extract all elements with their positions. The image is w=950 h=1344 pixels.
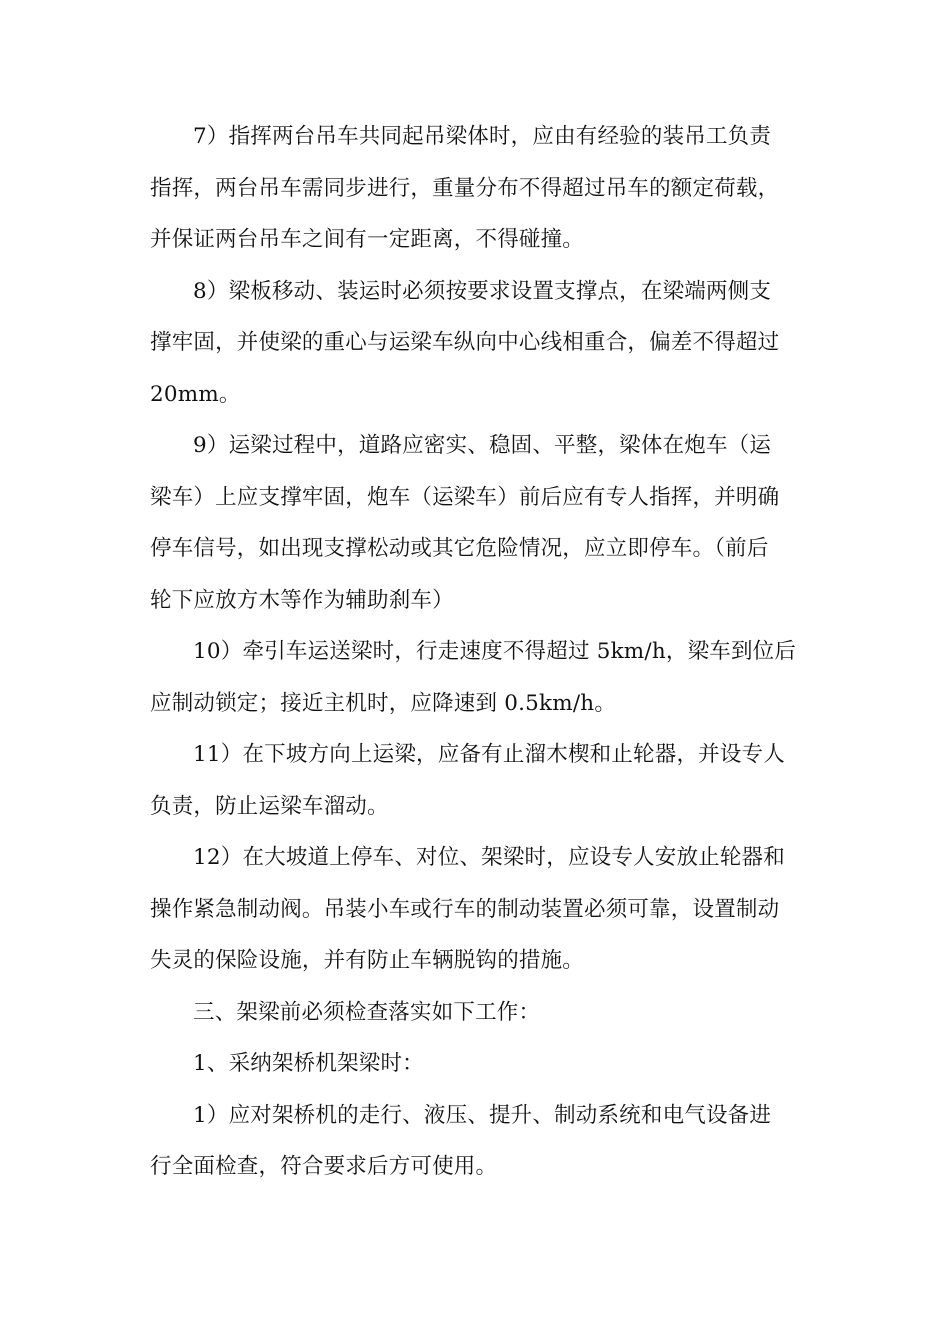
text-line: 并保证两台吊车之间有一定距离，不得碰撞。 <box>150 227 585 252</box>
text-line: 1、采纳架桥机架梁时： <box>193 1051 424 1076</box>
text-line: 10）牵引车运送梁时，行走速度不得超过 5km/h，梁车到位后 <box>193 639 797 664</box>
section-heading-3 <box>150 987 802 1039</box>
text-line: 7）指挥两台吊车共同起吊梁体时，应由有经验的装吊工负责 <box>193 124 772 149</box>
paragraph-item-8 <box>150 266 802 421</box>
text-line: 8）梁板移动、装运时必须按要求设置支撑点，在梁端两侧支 <box>193 278 772 304</box>
text-line: 应制动锁定；接近主机时，应降速到 0.5km/h。 <box>150 690 617 716</box>
paragraph-item-7 <box>150 111 802 266</box>
paragraph-item-10 <box>150 626 802 729</box>
text-line: 行全面检查，符合要求后方可使用。 <box>150 1154 498 1179</box>
paragraph-item-1 <box>150 1090 802 1193</box>
text-line: 指挥，两台吊车需同步进行，重量分布不得超过吊车的额定荷载， <box>150 175 780 201</box>
text-line: 撑牢固，并使梁的重心与运梁车纵向中心线相重合，偏差不得超过 <box>150 330 780 355</box>
text-line: 停车信号，如出现支撑松动或其它危险情况，应立即停车。（前后 <box>150 536 769 561</box>
text-line: 操作紧急制动阀。吊装小车或行车的制动装置必须可靠，设置制动 <box>150 896 780 922</box>
text-line: 9）运梁过程中，道路应密实、稳固、平整，梁体在炮车（运 <box>193 433 772 458</box>
paragraph-item-9 <box>150 420 802 626</box>
document-body <box>150 111 802 1193</box>
text-line: 20mm。 <box>150 381 241 407</box>
subsection-heading-1 <box>150 1038 802 1090</box>
text-line: 12）在大坡道上停车、对位、架梁时，应设专人安放止轮器和 <box>193 845 785 870</box>
text-line: 失灵的保险设施，并有防止车辆脱钩的措施。 <box>150 948 585 973</box>
text-line: 三、架梁前必须检查落实如下工作： <box>193 999 541 1025</box>
text-line: 梁车）上应支撑牢固，炮车（运梁车）前后应有专人指挥，并明确 <box>150 484 780 510</box>
paragraph-item-11 <box>150 729 802 832</box>
text-line: 1）应对架桥机的走行、液压、提升、制动系统和电气设备进 <box>193 1102 772 1128</box>
text-line: 11）在下坡方向上运梁，应备有止溜木楔和止轮器，并设专人 <box>193 742 785 767</box>
text-line: 负责，防止运梁车溜动。 <box>150 793 389 819</box>
paragraph-item-12 <box>150 832 802 987</box>
text-line: 轮下应放方木等作为辅助刹车） <box>150 587 454 613</box>
